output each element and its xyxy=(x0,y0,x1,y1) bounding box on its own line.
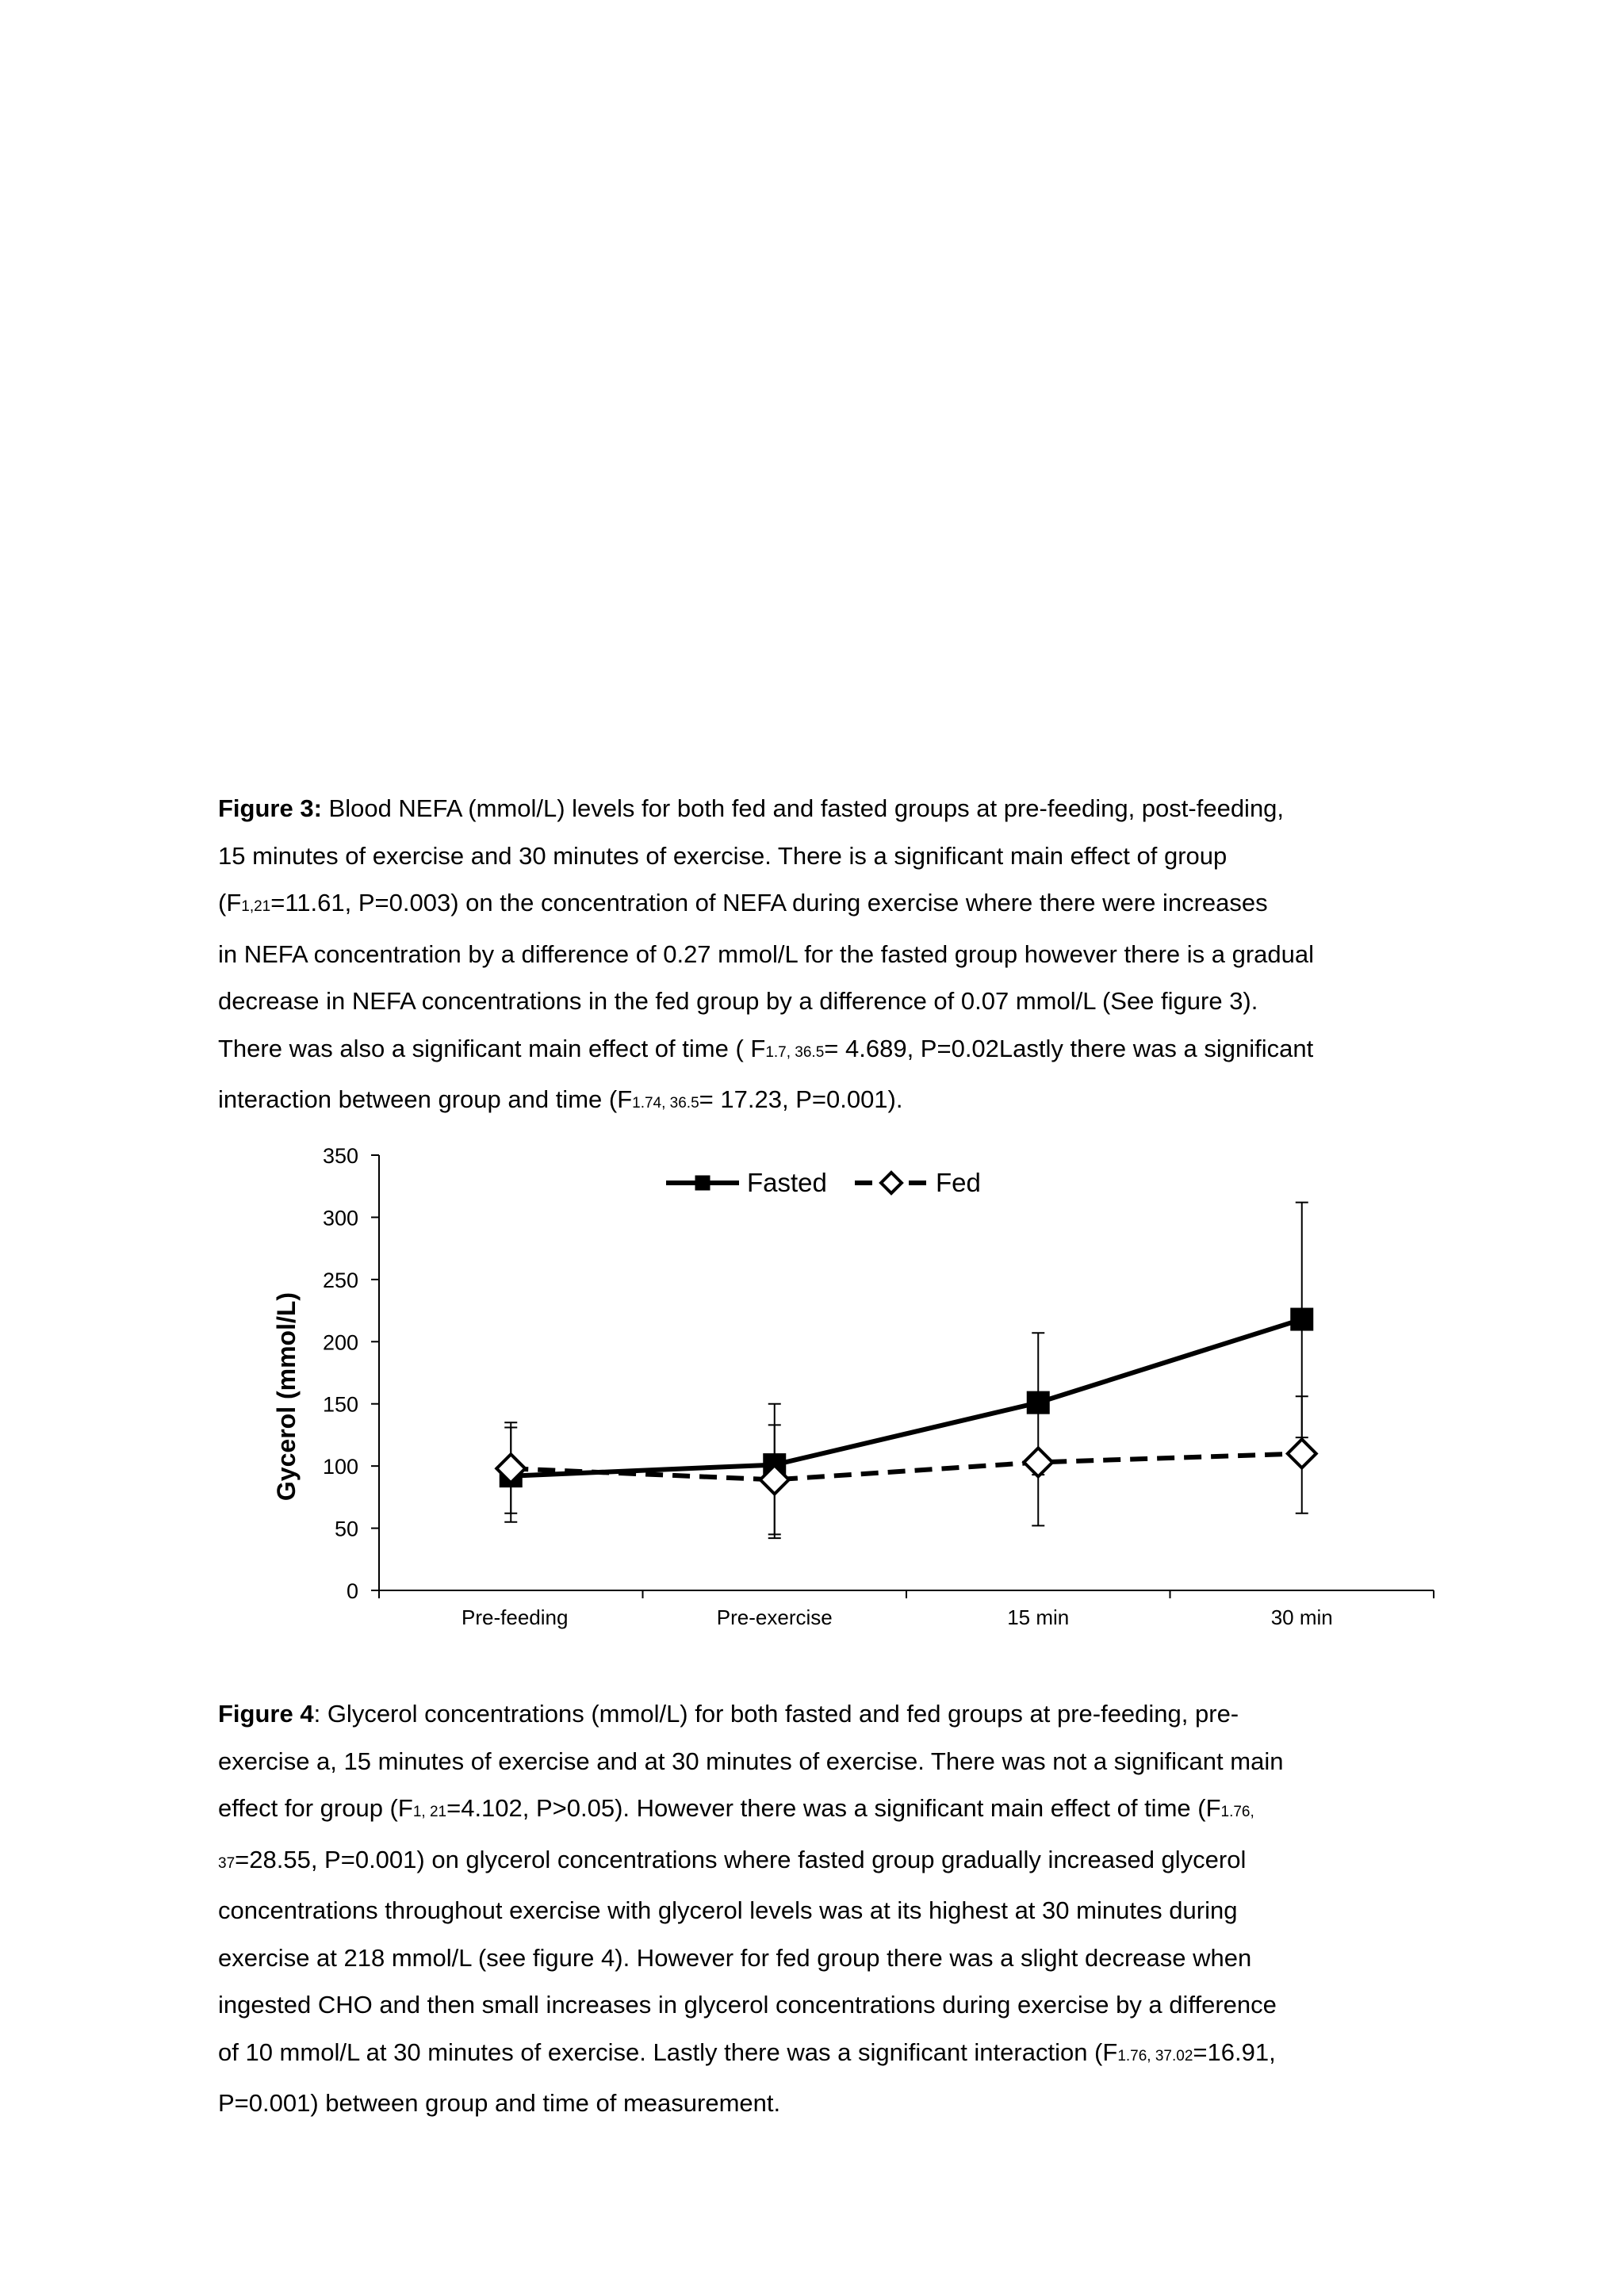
y-tick-label: 250 xyxy=(322,1268,358,1292)
caption-line: decrease in NEFA concentrations in the fed group by a difference of 0.07 mmol/L (See figure 3). xyxy=(218,987,1258,1015)
y-tick-label: 150 xyxy=(322,1392,358,1417)
legend-marker-fasted xyxy=(695,1176,710,1190)
x-tick-label: Pre-exercise xyxy=(716,1605,833,1629)
y-tick-label: 0 xyxy=(346,1579,358,1603)
data-point-fed xyxy=(1024,1448,1052,1476)
y-tick-label: 350 xyxy=(322,1144,358,1168)
caption-line: 37=28.55, P=0.001) on glycerol concentrations where fasted group gradually increased glycerol xyxy=(218,1845,1247,1873)
caption-line: 15 minutes of exercise and 30 minutes of exercise. There is a significant main effect of group xyxy=(218,841,1228,870)
figure4-label: Figure 4 xyxy=(218,1700,314,1728)
legend-label-fasted: Fasted xyxy=(747,1168,827,1197)
caption-line: (F1,21=11.61, P=0.003) on the concentration of NEFA during exercise where there were increases xyxy=(218,889,1268,916)
y-tick-label: 100 xyxy=(322,1455,358,1479)
caption-line: exercise at 218 mmol/L (see figure 4). However for fed group there was a slight decrease when xyxy=(218,1943,1252,1972)
glycerol-line-chart xyxy=(0,1110,1624,1665)
caption-line: concentrations throughout exercise with glycerol levels was at its highest at 30 minutes during xyxy=(218,1896,1238,1924)
chart-legend xyxy=(666,1168,981,1197)
legend-marker-fed xyxy=(881,1173,902,1193)
y-tick-label: 50 xyxy=(334,1517,358,1541)
y-tick-label: 300 xyxy=(322,1206,358,1230)
caption-line: of 10 mmol/L at 30 minutes of exercise. Lastly there was a significant interaction (F1.76, 37.02=16.91, xyxy=(218,2038,1276,2066)
figure4-caption xyxy=(218,1690,1419,2127)
caption-line: There was also a significant main effect of time ( F1.7, 36.5= 4.689, P=0.02Lastly there was a significant xyxy=(218,1034,1314,1062)
caption-line: Figure 4: Glycerol concentrations (mmol/L) for both fasted and fed groups at pre-feeding, pre- xyxy=(218,1700,1239,1728)
data-point-fasted xyxy=(1291,1308,1313,1330)
chart-axes xyxy=(272,1144,1434,1629)
caption-line: effect for group (F1, 21=4.102, P>0.05). However there was a significant main effect of time (F1.76, xyxy=(218,1794,1254,1822)
y-tick-label: 200 xyxy=(322,1330,358,1355)
x-tick-label: 30 min xyxy=(1270,1605,1333,1629)
data-point-fasted xyxy=(1027,1391,1049,1414)
x-tick-label: 15 min xyxy=(1007,1605,1070,1629)
caption-line: ingested CHO and then small increases in glycerol concentrations during exercise by a difference xyxy=(218,1991,1277,2019)
series-line-fasted xyxy=(511,1319,1302,1476)
caption-line: interaction between group and time (F1.74, 36.5= 17.23, P=0.001). xyxy=(218,1085,903,1113)
figure3-label: Figure 3: xyxy=(218,794,322,822)
data-point-fed xyxy=(1288,1439,1316,1468)
series-line-fed xyxy=(511,1453,1302,1479)
series-markers xyxy=(496,1308,1316,1494)
series-lines xyxy=(511,1319,1302,1479)
caption-line: Figure 3: Blood NEFA (mmol/L) levels for both fed and fasted groups at pre-feeding, post-feeding, xyxy=(218,794,1285,822)
x-tick-label: Pre-feeding xyxy=(462,1605,569,1629)
legend-label-fed: Fed xyxy=(936,1168,981,1197)
y-axis-label: Gycerol (mmol/L) xyxy=(272,1292,301,1502)
caption-line: in NEFA concentration by a difference of 0.27 mmol/L for the fasted group however there is a gradual xyxy=(218,939,1315,968)
caption-line: exercise a, 15 minutes of exercise and at 30 minutes of exercise. There was not a significant main xyxy=(218,1747,1284,1775)
figure3-caption xyxy=(218,785,1419,1127)
error-bars xyxy=(504,1203,1308,1539)
caption-line: P=0.001) between group and time of measurement. xyxy=(218,2089,781,2117)
